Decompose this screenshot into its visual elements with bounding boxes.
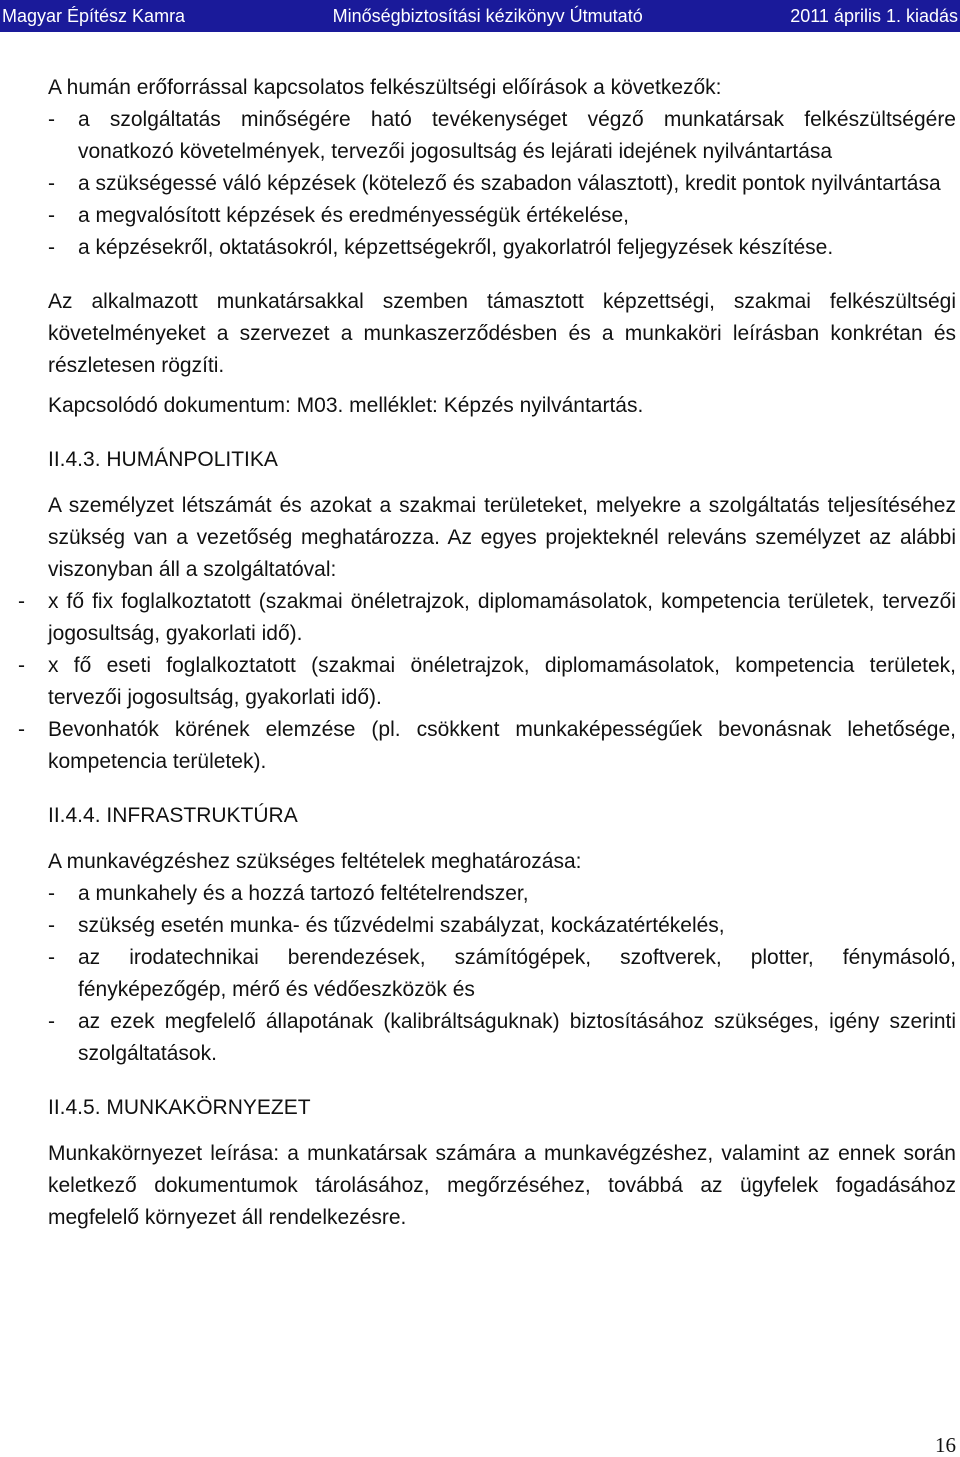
- requirements-intro: A humán erőforrással kapcsolatos felkészültségi előírások a következők:: [48, 76, 722, 99]
- list-item: - az irodatechnikai berendezések, számítógépek, szoftverek, plotter, fénymásoló, fényképezőgép, mérő és védőeszközök és: [48, 942, 956, 1006]
- list-item: - szükség esetén munka- és tűzvédelmi szabályzat, kockázatértékelés,: [48, 910, 956, 942]
- infrastructure-list: [48, 878, 956, 1070]
- section-heading: II.4.5. MUNKAKÖRNYEZET: [48, 1096, 311, 1119]
- page-header: [0, 0, 960, 32]
- list-item: - x fő fix foglalkoztatott (szakmai önéletrajzok, diplomamásolatok, kompetencia területek, tervezői jogosultság, gyakorlati idő).: [18, 586, 956, 650]
- page-number: 16: [935, 1433, 956, 1457]
- work-environment-paragraph: Munkakörnyezet leírása: a munkatársak számára a munkavégzéshez, valamint az ennek során keletkező dokumentumok tárolásához, megőrzéséhez, továbbá az ügyfelek fogadásához megfelelő környezet áll rendelkezésre.: [48, 1142, 956, 1229]
- section-employee-requirements: [48, 286, 956, 422]
- infrastructure-intro: A munkavégzéshez szükséges feltételek meghatározása:: [48, 850, 582, 873]
- list-item: - az ezek megfelelő állapotának (kalibráltságuknak) biztosításához szükséges, igény szerinti szolgáltatások.: [48, 1006, 956, 1070]
- list-item: - a szolgáltatás minőségére ható tevékenységet végző munkatársak felkészültségére vonatkozó követelmények, tervezői jogosultság és lejárati idejének nyilvántartása: [48, 104, 956, 168]
- list-item: - a megvalósított képzések és eredményességük értékelése,: [48, 200, 956, 232]
- section-requirements: [48, 72, 956, 264]
- list-item: - x fő eseti foglalkoztatott (szakmai önéletrajzok, diplomamásolatok, kompetencia területek, tervezői jogosultság, gyakorlati idő).: [18, 650, 956, 714]
- document-body: [48, 72, 956, 1256]
- section-heading: II.4.3. HUMÁNPOLITIKA: [48, 448, 278, 471]
- list-item: - a szükségessé váló képzések (kötelező és szabadon választott), kredit pontok nyilvántartása: [48, 168, 956, 200]
- hr-policy-paragraph: A személyzet létszámát és azokat a szakmai területeket, melyekre a szolgáltatás teljesítéséhez szükség van a vezetőség meghatározza. Az egyes projekteknél releváns személyzet az alábbi viszonyban áll a szolgáltatóval:: [48, 494, 956, 581]
- section-heading: II.4.4. INFRASTRUKTÚRA: [48, 804, 298, 827]
- header-organization: Magyar Építész Kamra: [2, 5, 186, 26]
- header-edition: 2011 április 1. kiadás: [790, 5, 958, 26]
- section-work-environment: [48, 1092, 956, 1234]
- hr-policy-list: [18, 586, 956, 778]
- requirements-list: [48, 104, 956, 264]
- list-item: - a munkahely és a hozzá tartozó feltételrendszer,: [48, 878, 956, 910]
- header-document-title: Minőségbiztosítási kézikönyv Útmutató: [332, 5, 643, 26]
- employee-requirements-paragraph: Az alkalmazott munkatársakkal szemben támasztott képzettségi, szakmai felkészültségi követelményeket a szervezet a munkaszerződésben és a munkaköri leírásban konkrétan és részletesen rögzíti.: [48, 290, 956, 377]
- related-document: Kapcsolódó dokumentum: M03. melléklet: Képzés nyilvántartás.: [48, 394, 644, 417]
- list-item: - Bevonhatók körének elemzése (pl. csökkent munkaképességűek bevonásnak lehetősége, kompetencia területek).: [18, 714, 956, 778]
- section-infrastructure: [48, 800, 956, 1070]
- list-item: - a képzésekről, oktatásokról, képzettségekről, gyakorlatról feljegyzések készítése.: [48, 232, 956, 264]
- section-hr-policy: [48, 444, 956, 778]
